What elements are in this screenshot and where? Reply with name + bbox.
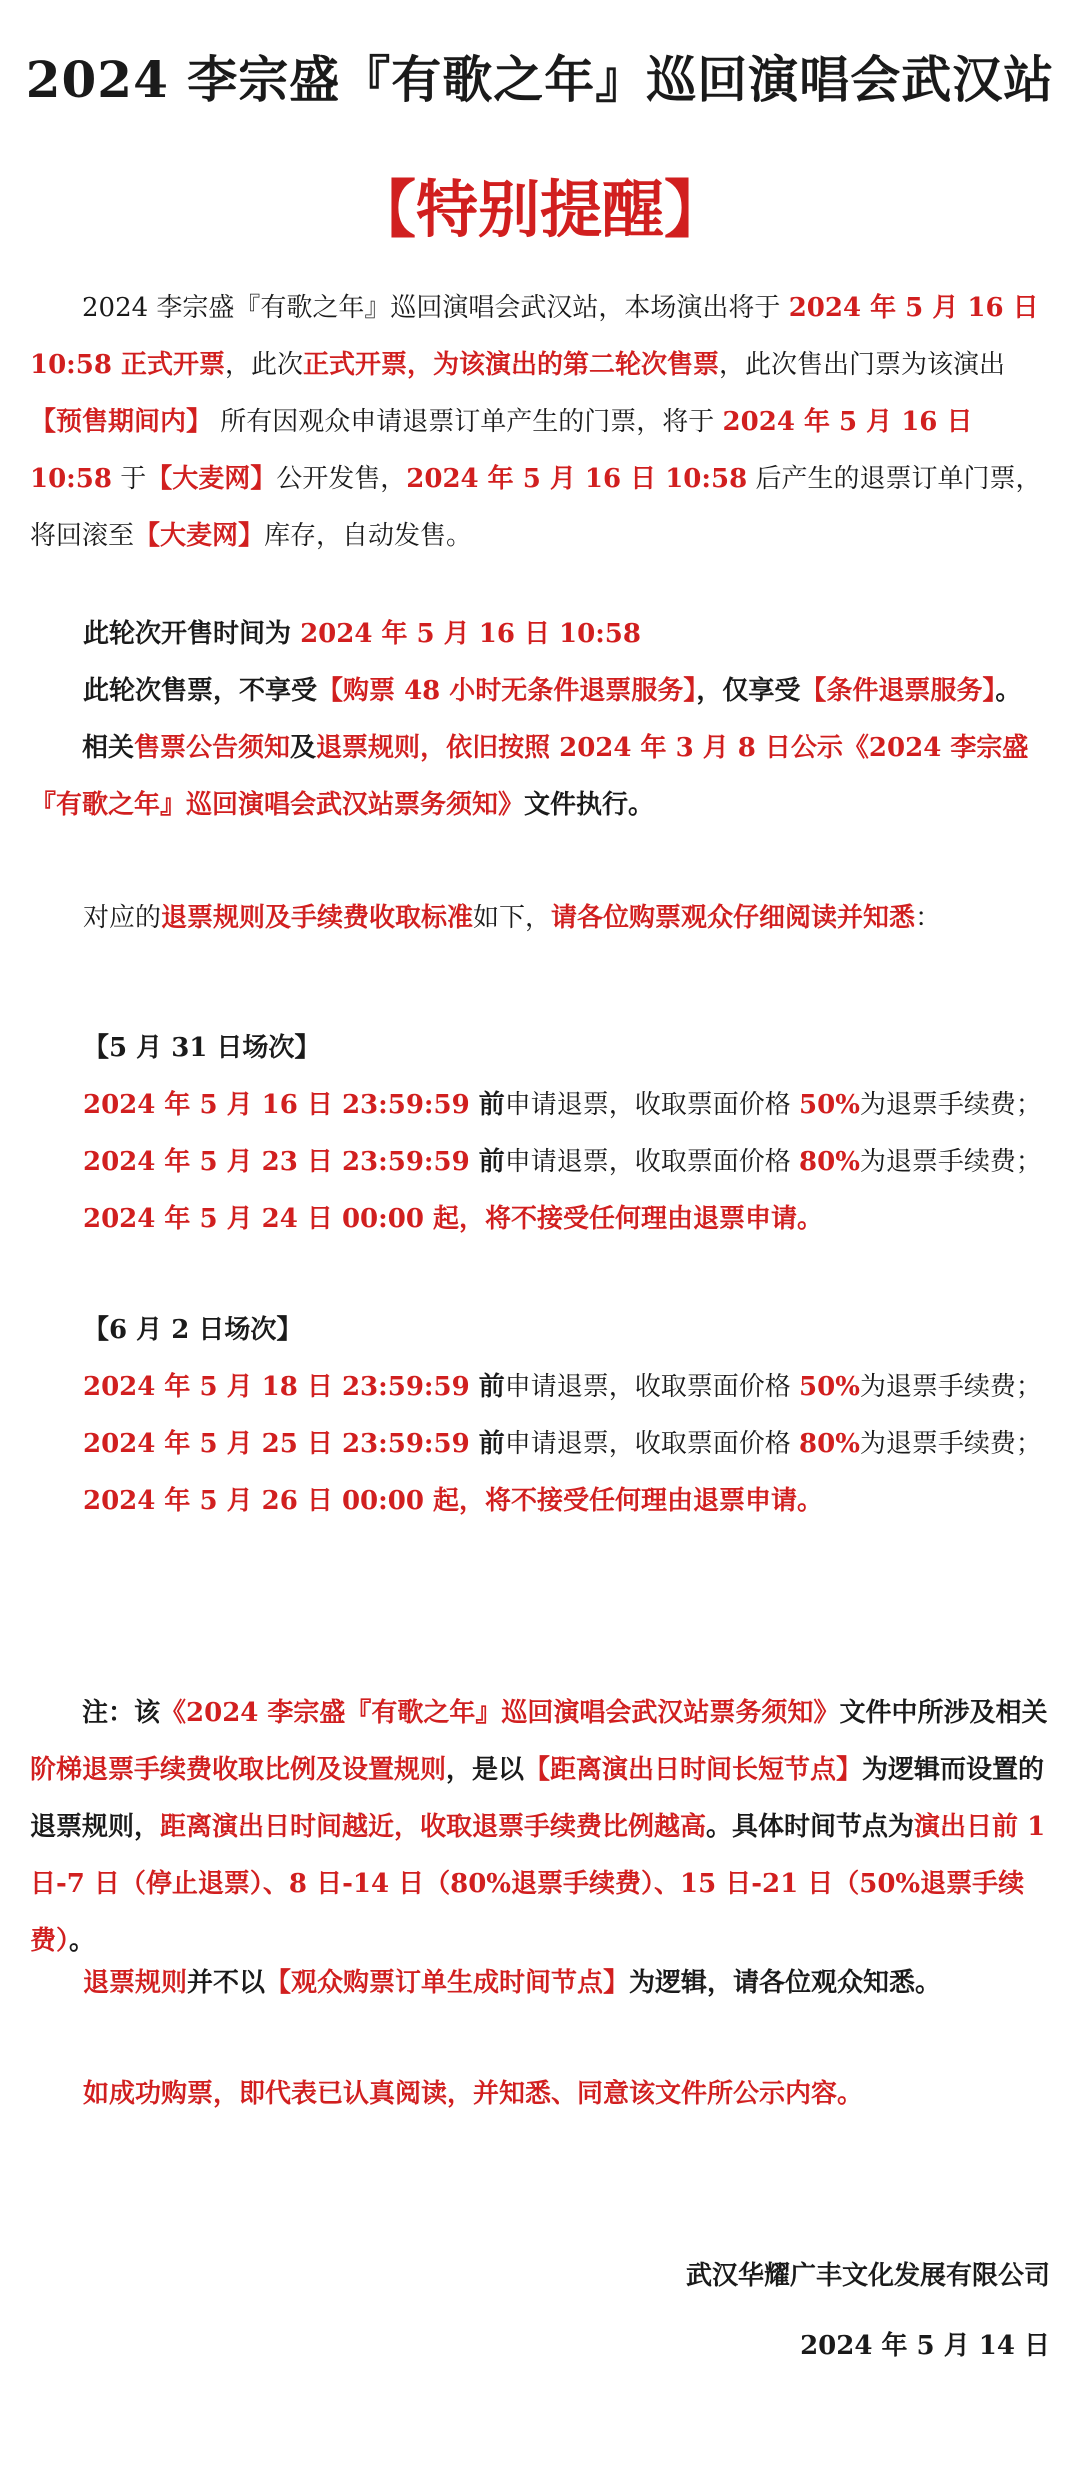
intro-paragraph	[30, 280, 1050, 565]
rules-text: 及	[290, 733, 317, 763]
fee-intro-text: 如下，	[473, 903, 552, 933]
tier-percent: 50%	[799, 1372, 860, 1402]
note-text: ，是以	[446, 1755, 525, 1785]
fee-standard-text: 退票规则及手续费收取标准	[161, 903, 474, 933]
logic-note-line	[83, 1955, 1073, 2012]
tier-deadline: 2024 年 5 月 23 日 23:59:59	[83, 1147, 470, 1177]
intro-rollback-date: 2024 年 5 月 16 日 10:58	[406, 464, 748, 494]
fee-intro-text: 对应的	[83, 903, 162, 933]
tier-deadline: 2024 年 5 月 25 日 23:59:59	[83, 1429, 470, 1459]
refund-service-text: 。	[995, 676, 1022, 706]
special-reminder-heading: 【特别提醒】	[353, 173, 726, 246]
intro-text: 后产生的退票订单门票，将回滚至	[30, 464, 1042, 551]
document-title: 2024 李宗盛『有歌之年』巡回演唱会武汉站	[25, 50, 1055, 109]
no-refund-line: 2024 年 5 月 26 日 00:00 起，将不接受任何理由退票申请。	[83, 1486, 823, 1516]
tier-percent: 80%	[799, 1147, 860, 1177]
intro-round-note: 正式开票，为该演出的第二轮次售票	[303, 350, 720, 380]
refund-tier-line	[83, 1077, 1073, 1134]
tier-deadline: 2024 年 5 月 16 日 23:59:59	[83, 1090, 470, 1120]
tier-percent: 50%	[799, 1090, 860, 1120]
note-tier-rules: 阶梯退票手续费收取比例及设置规则	[30, 1755, 447, 1785]
rules-reference-paragraph	[30, 720, 1050, 834]
refund-rules-text: 退票规则	[316, 733, 421, 763]
tier-text: 为退票手续费；	[859, 1372, 1042, 1402]
tier-text: 为退票手续费；	[859, 1147, 1042, 1177]
issue-date: 2024 年 5 月 14 日	[800, 2331, 1050, 2361]
intro-text: 于	[111, 464, 147, 494]
logic-refund-rules: 退票规则	[83, 1968, 188, 1998]
unconditional-refund-service: 【购票 48 小时无条件退票服务】	[317, 676, 697, 706]
company-signature: 武汉华耀广丰文化发展有限公司	[685, 2261, 1050, 2291]
refund-tier-line	[83, 1416, 1073, 1473]
conditional-refund-service: 【条件退票服务】	[800, 676, 996, 706]
intro-damai: 【大麦网】	[146, 464, 277, 494]
tier-text: 申请退票，收取票面价格	[504, 1147, 800, 1177]
session-heading: 【6 月 2 日场次】	[83, 1315, 303, 1345]
note-text: 为逻辑而设置的退票规则，	[30, 1755, 1045, 1842]
intro-text: 库存，自动发售。	[264, 521, 473, 551]
note-paragraph	[30, 1685, 1050, 1970]
note-text: 文件中所涉及相关	[839, 1698, 1048, 1728]
note-text: 注：该	[82, 1698, 161, 1728]
note-document-title: 《2024 李宗盛『有歌之年』巡回演唱会武汉站票务须知》	[160, 1698, 840, 1728]
read-carefully-text: 请各位购票观众仔细阅读并知悉	[551, 903, 916, 933]
intro-damai: 【大麦网】	[134, 521, 265, 551]
note-time-nodes: 演出日前 1 日-7 日（停止退票）、8 日-14 日（80%退票手续费）、15 日-21 日（50%退票手续费）	[30, 1812, 1046, 1956]
fee-intro-text: ：	[915, 903, 942, 933]
logic-text: 并不以	[187, 1968, 266, 1998]
logic-text: 为逻辑，请各位观众知悉。	[629, 1968, 942, 1998]
tier-percent: 80%	[799, 1429, 860, 1459]
refund-service-line	[83, 663, 1073, 720]
rules-text: 相关	[82, 733, 135, 763]
intro-text: 公开发售，	[276, 464, 407, 494]
intro-text: ，此次	[225, 350, 304, 380]
rules-text: 文件执行。	[524, 790, 655, 820]
intro-text: 所有因观众申请退票订单产生的门票，将于	[212, 407, 723, 437]
no-refund-line: 2024 年 5 月 24 日 00:00 起，将不接受任何理由退票申请。	[83, 1204, 823, 1234]
tier-text: 为退票手续费；	[859, 1090, 1042, 1120]
refund-service-text: ，仅享受	[696, 676, 801, 706]
tier-text: 申请退票，收取票面价格	[504, 1429, 800, 1459]
tier-before: 前	[469, 1372, 505, 1402]
intro-text: 2024 李宗盛『有歌之年』巡回演唱会武汉站，本场演出将于	[82, 293, 789, 323]
note-closer-higher: 距离演出日时间越近，收取退票手续费比例越高	[160, 1812, 707, 1842]
tier-before: 前	[469, 1147, 505, 1177]
note-text: 。	[69, 1926, 96, 1956]
session-heading: 【5 月 31 日场次】	[83, 1033, 321, 1063]
sale-time-line	[83, 606, 1073, 663]
tier-text: 申请退票，收取票面价格	[504, 1090, 800, 1120]
tier-before: 前	[469, 1090, 505, 1120]
intro-text: ，此次售出门票为该演出	[719, 350, 1006, 380]
tier-text: 为退票手续费；	[859, 1429, 1042, 1459]
fee-intro-line	[83, 890, 1073, 947]
note-text: 。具体时间节点为	[706, 1812, 915, 1842]
tier-text: 申请退票，收取票面价格	[504, 1372, 800, 1402]
refund-tier-line	[83, 1134, 1073, 1191]
refund-service-text: 此轮次售票，不享受	[83, 676, 318, 706]
tier-before: 前	[469, 1429, 505, 1459]
sale-time-label: 此轮次开售时间为	[83, 619, 301, 649]
agreement-line: 如成功购票，即代表已认真阅读，并知悉、同意该文件所公示内容。	[83, 2079, 864, 2109]
sale-time-value: 2024 年 5 月 16 日 10:58	[300, 619, 641, 649]
note-distance-node: 【距离演出日时间长短节点】	[524, 1755, 863, 1785]
intro-presale-period: 【预售期间内】	[30, 407, 213, 437]
tier-deadline: 2024 年 5 月 18 日 23:59:59	[83, 1372, 470, 1402]
ticketing-notice-title: 《2024 李宗盛『有歌之年』巡回演唱会武汉站票务须知》	[30, 733, 1029, 820]
intro-release-date: 2024 年 5 月 16 日 10:58	[30, 407, 973, 494]
rules-date-text: ，依旧按照 2024 年 3 月 8 日公示	[420, 733, 843, 763]
sale-notice-link-text: 售票公告须知	[134, 733, 291, 763]
intro-sale-date: 2024 年 5 月 16 日 10:58 正式开票	[30, 293, 1039, 380]
refund-tier-line	[83, 1359, 1073, 1416]
logic-order-time-node: 【观众购票订单生成时间节点】	[265, 1968, 630, 1998]
